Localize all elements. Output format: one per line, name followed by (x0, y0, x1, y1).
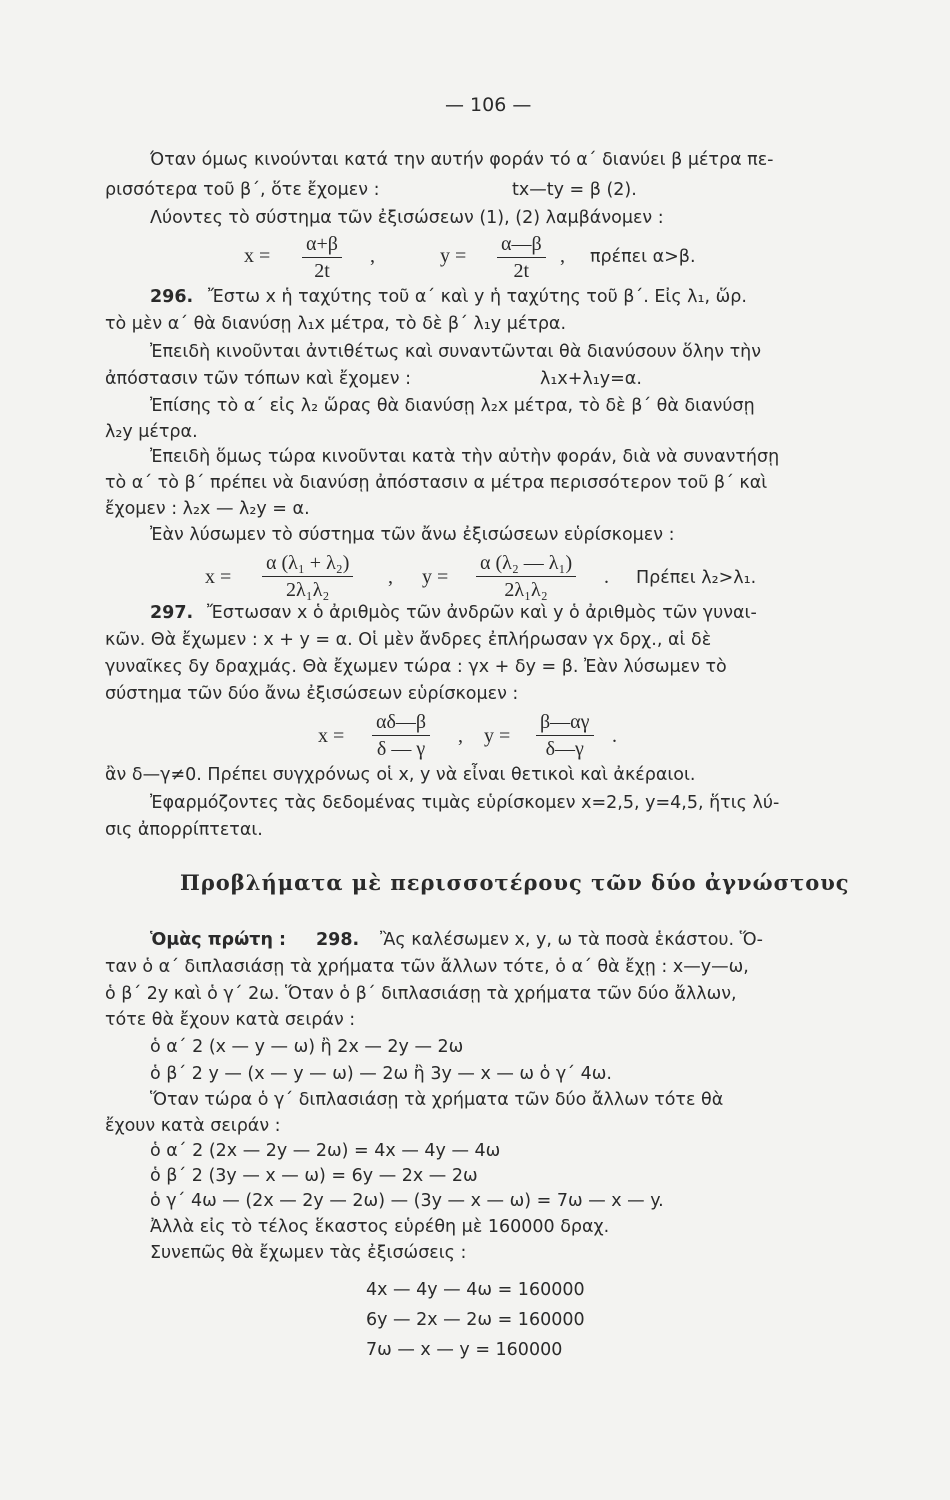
problem-number: 298. (316, 930, 360, 950)
problem-number: 297. (150, 603, 194, 623)
formula-y-label: y = (422, 566, 449, 588)
denominator: δ—γ (545, 738, 584, 760)
equation-line: ὁ α΄ 2 (x — y — ω) ἢ 2x — 2y — 2ω (150, 1037, 464, 1057)
text-line: Λύοντες τὸ σύστημα τῶν ἐξισώσεων (1), (2) λαμβάνομεν : (150, 208, 664, 228)
fraction (302, 234, 342, 281)
numerator: α—β (497, 234, 546, 258)
text-line: ἔχουν κατὰ σειράν : (105, 1116, 281, 1136)
equation-line: ὁ γ΄ 4ω — (2x — 2y — 2ω) — (3y — x — ω) = 7ω — x — y. (150, 1191, 664, 1211)
formula-y-label: y = (440, 245, 467, 267)
equation-inline: λ₁x+λ₁y=α. (540, 369, 642, 389)
text-line: ἂν δ—γ≠0. Πρέπει συγχρόνως οἱ x, y νὰ εἶναι θετικοὶ καὶ ἀκέραιοι. (105, 765, 696, 785)
fraction (372, 712, 430, 759)
text-line: κῶν. Θὰ ἔχωμεν : x + y = α. Οἱ μὲν ἄνδρες ἐπλήρωσαν γx δρχ., αἱ δὲ (105, 630, 712, 650)
text-line: λ₂y μέτρα. (105, 422, 198, 442)
text-line: Ἐπίσης τὸ α΄ εἰς λ₂ ὥρας θὰ διανύσῃ λ₂x μέτρα, τὸ δὲ β΄ θὰ διανύσῃ (150, 396, 755, 416)
text-line: ρισσότερα τοῦ β΄, ὅτε ἔχομεν : (105, 180, 380, 200)
denominator: δ — γ (376, 738, 426, 760)
text-line: τὸ α΄ τὸ β΄ πρέπει νὰ διανύσῃ ἀπόστασιν α μέτρα περισσότερον τοῦ β΄ καὶ (105, 473, 768, 493)
text-line: σύστημα τῶν δύο ἄνω ἐξισώσεων εὑρίσκομεν : (105, 684, 519, 704)
text-line: γυναῖκες δy δραχμάς. Θὰ ἔχωμεν τώρα : γx + δy = β. Ἐὰν λύσωμεν τὸ (105, 657, 727, 677)
equation-inline: tx—ty = β (2). (512, 180, 637, 200)
text-line: Ἐὰν λύσωμεν τὸ σύστημα τῶν ἄνω ἐξισώσεων εὑρίσκομεν : (150, 525, 675, 545)
text-line: ἔχομεν : λ₂x — λ₂y = α. (105, 499, 310, 519)
text-line: ταν ὁ α΄ διπλασιάσῃ τὰ χρήματα τῶν ἄλλων τότε, ὁ α΄ θὰ ἔχῃ : x—y—ω, (105, 957, 749, 977)
denominator: 2t (314, 260, 330, 282)
formula-x-label: x = (244, 245, 271, 267)
equation-line: ὁ β΄ 2 y — (x — y — ω) — 2ω ἢ 3y — x — ω ὁ γ΄ 4ω. (150, 1064, 612, 1084)
formula-condition: πρέπει α>β. (590, 247, 696, 267)
fraction (497, 234, 546, 281)
problem-number: 296. (150, 287, 194, 307)
fraction (476, 553, 576, 600)
text-line: Συνεπῶς θὰ ἔχωμεν τὰς ἐξισώσεις : (150, 1243, 467, 1263)
text-line: τὸ μὲν α΄ θὰ διανύσῃ λ₁x μέτρα, τὸ δὲ β΄ λ₁y μέτρα. (105, 314, 567, 334)
text-line: Ἐφαρμόζοντες τὰς δεδομένας τιμὰς εὑρίσκομεν x=2,5, y=4,5, ἥτις λύ- (150, 793, 780, 813)
text-line: τότε θὰ ἔχουν κατὰ σειράν : (105, 1010, 356, 1030)
denominator: 2t (513, 260, 530, 282)
numerator: α+β (302, 234, 342, 258)
text-line: Ἂς καλέσωμεν x, y, ω τὰ ποσὰ ἑκάστου. Ὅ- (380, 930, 763, 950)
text-line: Ἐπειδὴ ὅμως τώρα κινοῦνται κατὰ τὴν αὐτὴν φοράν, διὰ νὰ συναντήσῃ (150, 447, 780, 467)
section-heading: Προβλήματα μὲ περισσοτέρους τῶν δύο ἀγνώστους (180, 870, 850, 895)
text-line: Ἐπειδὴ κινοῦνται ἀντιθέτως καὶ συναντῶνται θὰ διανύσουν ὅλην τὴν (150, 342, 762, 362)
text-line: σις ἀπορρίπτεται. (105, 820, 263, 840)
text-line: Ἀλλὰ εἰς τὸ τέλος ἕκαστος εὑρέθη μὲ 160000 δραχ. (150, 1217, 610, 1237)
document-page: — 106 — Όταν όμως κινούνται κατά την αυτήν φοράν τό α΄ διανύει β μέτρα πε- ρισσότερα τοῦ β΄, ὅτε ἔχομεν : tx—ty = β (2). Λύοντες τὸ σύστημα τῶν ἐξισώσεων (1), (2) λαμβάνομεν : x = $\frac{\alpha+\beta}{2t}$ , y = $\frac{\alpha—\beta}{2t}$ , πρέπει α>β. 296. Ἔστω x ἡ ταχύτης τοῦ α΄ καὶ y ἡ ταχύτης τοῦ β΄. Εἰς λ₁, ὥρ. τὸ μὲν α΄ θὰ διανύσῃ λ₁x μέτρα, τὸ δὲ β΄ λ₁y μέτρα. Ἐπειδὴ κινοῦνται ἀντιθέτως καὶ συναντῶνται θὰ διανύσουν ὅλην τὴν ἀπόστασιν τῶν τόπων καὶ ἔχομεν : λ₁x+λ₁y=α. Ἐπίσης τὸ α΄ εἰς λ₂ ὥρας θὰ διανύσῃ λ₂x μέτρα, τὸ δὲ β΄ θὰ διανύσῃ λ₂y μέτρα. Ἐπειδὴ ὅμως τώρα κινοῦνται κατὰ τὴν αὐτὴν φοράν, διὰ νὰ συναντήσῃ τὸ α΄ τὸ β΄ πρέπει νὰ διανύσῃ ἀπόστασιν α μέτρα περισσότερον τοῦ β΄ καὶ ἔχομεν : λ₂x — λ₂y = α. Ἐὰν λύσωμεν τὸ σύστημα τῶν ἄνω ἐξισώσεων εὑρίσκομεν : x = $\frac{\text{α (λ₁ + λ₂)}}{\text{2λ₁λ₂}}$ , y = $\frac{\text{α (λ₂ — λ₁)}}{\text{2λ₁λ₂}}$ . Πρέπει λ₂>λ₁. 297. Ἔστωσαν x ὁ ἀριθμὸς τῶν ἀνδρῶν καὶ y ὁ ἀριθμὸς τῶν γυναι- κῶν. Θὰ ἔχωμεν : x + y = α. Οἱ μὲν ἄνδρες ἐπλήρωσαν γx δρχ., αἱ δὲ γυναῖκες δy δραχμάς. Θὰ ἔχωμεν τώρα : γx + δy = β. Ἐὰν λύσωμεν τὸ σύστημα τῶν δύο ἄνω ἐξισώσεων εὑρίσκομεν : x = $\frac{\alpha\delta—\beta}{\delta — \gamma}$ , y = $\frac{\beta—\alpha\gamma}{\delta—\gamma}$ . ἂν δ—γ≠0. Πρέπει συγχρόνως οἱ x, y νὰ εἶναι θετικοὶ καὶ ἀκέραιοι. Ἐφαρμόζοντες τὰς δεδομένας τιμὰς εὑρίσκομεν x=2,5, y=4,5, ἥτις λύ- σις ἀπορρίπτεται. Προβλήματα μὲ περισσοτέρους τῶν δύο ἀγνώστους Ὁμὰς πρώτη : 298. Ἂς καλέσωμεν x, y, ω τὰ ποσὰ ἑκάστου. Ὅ- ταν ὁ α΄ διπλασιάσῃ τὰ χρήματα τῶν ἄλλων τότε, ὁ α΄ θὰ ἔχῃ : x—y—ω, ὁ β΄ 2y καὶ ὁ γ΄ 2ω. Ὅταν ὁ β΄ διπλασιάσῃ τὰ χρήματα τῶν δύο ἄλλων, τότε θὰ ἔχουν κατὰ σειράν : ὁ α΄ 2 (x — y — ω) ἢ 2x — 2y — 2ω ὁ β΄ 2 y — (x — y — ω) — 2ω ἢ 3y — x — ω ὁ γ΄ 4ω. Ὅταν τώρα ὁ γ΄ διπλασιάσῃ τὰ χρήματα τῶν δύο ἄλλων τότε θὰ ἔχουν κατὰ σειράν : ὁ α΄ 2 (2x — 2y — 2ω) = 4x — 4y — 4ω ὁ β΄ 2 (3y — x — ω) = 6y — 2x — 2ω ὁ γ΄ 4ω — (2x — 2y — 2ω) — (3y — x — ω) = 7ω — x — y. Ἀλλὰ εἰς τὸ τέλος ἕκαστος εὑρέθη μὲ 160000 δραχ. Συνεπῶς θὰ ἔχωμεν τὰς ἐξισώσεις : 4x — 4y — 4ω = 160000 6y — 2x — 2ω = 160000 7ω — x — y = 160000 (105, 94, 850, 1360)
denominator: 2λ₁λ₂ (504, 579, 548, 601)
formula-y-label: y = (484, 725, 511, 747)
numerator: αδ—β (372, 712, 430, 736)
formula-condition: Πρέπει λ₂>λ₁. (636, 568, 757, 588)
denominator: 2λ₁λ₂ (286, 579, 330, 601)
equation-line: 6y — 2x — 2ω = 160000 (366, 1310, 585, 1330)
text-line: ὁ β΄ 2y καὶ ὁ γ΄ 2ω. Ὅταν ὁ β΄ διπλασιάσῃ τὰ χρήματα τῶν δύο ἄλλων, (105, 984, 737, 1004)
text-line: Ἔστω x ἡ ταχύτης τοῦ α΄ καὶ y ἡ ταχύτης τοῦ β΄. Εἰς λ₁, ὥρ. (208, 287, 747, 307)
equation-line: ὁ β΄ 2 (3y — x — ω) = 6y — 2x — 2ω (150, 1166, 478, 1186)
numerator: α (λ₁ + λ₂) (262, 553, 353, 577)
text-line: ἀπόστασιν τῶν τόπων καὶ ἔχομεν : (105, 369, 412, 389)
text-line: Ἔστωσαν x ὁ ἀριθμὸς τῶν ἀνδρῶν καὶ y ὁ ἀριθμὸς τῶν γυναι- (207, 603, 757, 623)
numerator: β—αγ (536, 712, 594, 736)
page-number: — 106 — (445, 94, 532, 116)
formula-x-label: x = (205, 566, 232, 588)
text-line: Όταν όμως κινούνται κατά την αυτήν φοράν τό α΄ διανύει β μέτρα πε- (150, 150, 774, 170)
equation-line: 4x — 4y — 4ω = 160000 (366, 1280, 585, 1300)
equation-line: ὁ α΄ 2 (2x — 2y — 2ω) = 4x — 4y — 4ω (150, 1141, 501, 1161)
text-line: Ὅταν τώρα ὁ γ΄ διπλασιάσῃ τὰ χρήματα τῶν δύο ἄλλων τότε θὰ (150, 1090, 724, 1110)
formula-x-label: x = (318, 725, 345, 747)
fraction (536, 712, 594, 759)
equation-line: 7ω — x — y = 160000 (366, 1340, 563, 1360)
numerator: α (λ₂ — λ₁) (476, 553, 576, 577)
fraction (262, 553, 353, 600)
group-label: Ὁμὰς πρώτη : (150, 930, 286, 950)
